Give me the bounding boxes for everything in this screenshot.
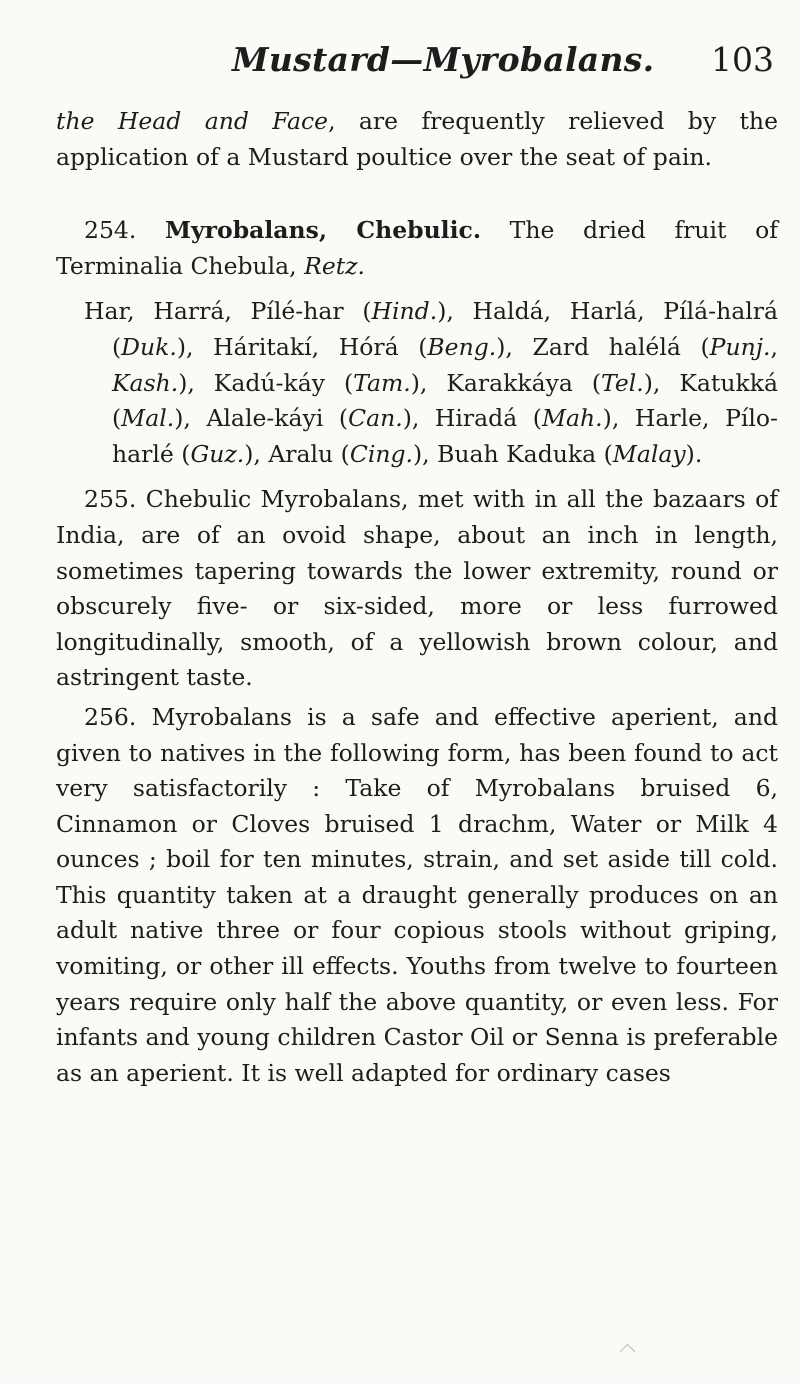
- text-run: ), Kadú-káy (: [178, 368, 354, 397]
- lang-abbrev: Guz.: [190, 439, 245, 468]
- text-run: ), Háritakí, Hórá (: [176, 332, 428, 361]
- text-run: the: [56, 107, 118, 135]
- lang-abbrev: Hind.: [371, 297, 438, 326]
- text-run: ), Zard halélá (: [496, 332, 710, 361]
- text-run: The dried fruit of Terminalia Chebula,: [56, 216, 778, 280]
- lang-abbrev: Duk.: [121, 332, 177, 361]
- lang-abbrev: Malay: [612, 439, 686, 468]
- paragraph-continuation: [56, 104, 778, 175]
- lang-abbrev: Can.: [348, 404, 403, 433]
- text-run: ), Aralu (: [244, 439, 350, 468]
- text-run: Head: [117, 107, 182, 135]
- text-run: ), Haldá, Harlá, Pílá-halrá (: [112, 297, 778, 361]
- lang-abbrev: Tam.: [353, 368, 411, 397]
- paragraph-number: 254.: [84, 216, 165, 245]
- text-run: ), Hiradá (: [402, 404, 542, 433]
- text-run: and: [181, 107, 273, 135]
- text-run: ), Alale-káyi (: [174, 404, 349, 433]
- lang-abbrev: Beng.: [427, 332, 497, 361]
- text-run: ), Buah Kaduka (: [413, 439, 613, 468]
- text-run: ), Karakkáya (: [410, 368, 602, 397]
- text-run: Har, Harrá, Pílé-har (: [84, 297, 372, 326]
- text-run: ).: [685, 439, 703, 468]
- text-run: ), Harle, Pílo-harlé (: [112, 404, 778, 468]
- text-run: ), Katukká (: [112, 368, 778, 433]
- author-abbrev: Retz.: [304, 251, 366, 280]
- paragraph-256: 256. Myrobalans is a safe and effective aperient, and given to natives in the following form, has been found to act very satisfactorily : Take of Myrobalans bruised 6, Cinnamon or Cloves bruised 1 drachm, Water or Milk 4 ounces ; boil for ten minutes, strain, and set aside till cold. This quantity taken at a draught generally produces on an adult native three or four copious stools without griping, vomiting, or other ill effects. Youths from twelve to fourteen years require only half the above quantity, or even less. For infants and young children Castor Oil or Senna is preferable as an aperient. It is well adapted for ordinary cases: [56, 702, 778, 1087]
- text-run: ,: [770, 332, 778, 361]
- lang-abbrev: Cing.: [349, 439, 413, 468]
- lang-abbrev: Kash.: [112, 368, 179, 397]
- entry-heading: Myrobalans, Chebulic.: [165, 216, 482, 245]
- page-mark: [620, 1344, 636, 1360]
- lang-abbrev: Mah.: [541, 404, 603, 433]
- vernacular-names: [84, 294, 778, 472]
- page-body: [56, 104, 778, 1091]
- lang-abbrev: Punj.: [709, 332, 771, 361]
- text-run: Face: [272, 107, 329, 135]
- page-header: [0, 40, 800, 90]
- page-number: 103: [711, 40, 774, 79]
- paragraph-255: 255. Chebulic Myrobalans, met with in all the bazaars of India, are of an ovoid shape, about an inch in length, sometimes tapering towards the lower extremity, round or obscurely five- or six-sided, more or less furrowed longitudinally, smooth, of a yellowish brown colour, and astringent taste.: [56, 485, 778, 692]
- paragraph-254: [56, 213, 778, 284]
- lang-abbrev: Tel.: [601, 368, 644, 397]
- text-run: , are frequently relieved by the application of a Mustard poultice over the seat of pain.: [56, 107, 778, 171]
- lang-abbrev: Mal.: [121, 404, 175, 433]
- running-title: Mustard—Myrobalans.: [232, 40, 655, 79]
